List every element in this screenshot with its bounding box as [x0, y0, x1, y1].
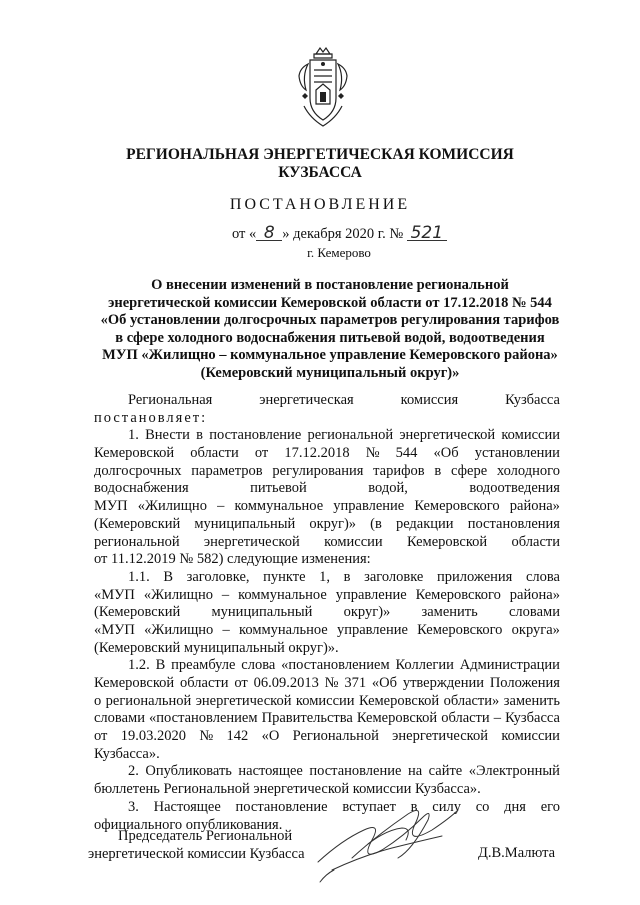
body-line — [94, 569, 560, 587]
body-word: регулирования — [272, 462, 364, 479]
body-word: тарифов — [373, 462, 425, 479]
body-word: муниципальный — [194, 515, 296, 532]
signatory-position-line-1: Председатель Региональной — [118, 828, 293, 844]
body-word: коммунальное — [238, 586, 327, 603]
body-word: энергетической — [195, 692, 292, 709]
body-word: региональной — [105, 692, 192, 709]
body-word: Кемеровской — [407, 533, 488, 550]
body-word: (Кемеровский — [94, 604, 181, 621]
body-word: В — [155, 657, 166, 674]
body-word: силу — [432, 798, 461, 815]
body-word: от — [234, 675, 248, 691]
body-word: комиссии — [501, 728, 560, 745]
body-word: Кемеровского — [417, 621, 503, 638]
body-word: настоящее — [238, 763, 303, 780]
title-line: МУП «Жилищно – коммунальное управление Кемеровского района» — [102, 347, 558, 363]
body-word: слова — [525, 568, 560, 585]
body-line — [94, 463, 560, 481]
body-line — [94, 498, 560, 516]
body-word: «постановлением — [281, 657, 390, 674]
body-word: региональной — [94, 533, 180, 550]
body-line — [94, 781, 560, 799]
body-word: параметров — [191, 462, 263, 479]
body-line — [94, 587, 560, 605]
body-word: преамбуле — [171, 657, 236, 674]
title-line: О внесении изменений в постановление региональной — [151, 277, 509, 293]
agency-name-line-2: КУЗБАССА — [278, 164, 362, 181]
body-word: питьевой — [250, 480, 307, 497]
body-word: в — [410, 798, 418, 815]
body-word: – — [217, 498, 225, 515]
body-word: установлении — [474, 445, 560, 462]
body-word: 1.2. — [128, 657, 150, 674]
body-word: В — [163, 568, 174, 585]
body-word: долгосрочных — [94, 462, 182, 479]
body-word: энергетической — [399, 427, 496, 444]
body-word: области — [180, 675, 229, 691]
body-line — [94, 675, 560, 693]
body-word: редакции — [395, 515, 454, 532]
body-word: (Кемеровский — [94, 515, 181, 532]
body-word: вступает — [342, 798, 396, 815]
body-word: заменить — [421, 604, 478, 621]
body-word: района» — [509, 586, 560, 603]
body-word: – — [222, 621, 230, 638]
body-word: района» — [509, 498, 560, 515]
body-word: словами — [509, 604, 560, 621]
body-word: «Жилищно — [143, 586, 213, 603]
body-word: «МУП — [94, 621, 135, 638]
body-word: 17.12.2018 — [284, 445, 350, 462]
body-word: на — [407, 763, 423, 780]
body-word: (Кемеровский муниципальный округ)». — [94, 639, 339, 656]
body-word: его — [540, 798, 560, 815]
body-word: комиссии — [501, 427, 560, 444]
body-word: в — [196, 427, 203, 444]
body-word: управление — [336, 621, 408, 638]
body-word: Кемеровского — [414, 498, 500, 515]
body-word: № — [324, 675, 339, 691]
body-word: «Об — [433, 445, 459, 462]
body-word: округа» — [511, 621, 560, 638]
handwritten-signature — [312, 800, 462, 885]
body-word: утверждении — [402, 675, 484, 691]
body-line — [94, 622, 560, 640]
body-line — [94, 480, 560, 498]
document-type: ПОСТАНОВЛЕНИЕ — [229, 196, 411, 213]
body-word: Кузбасса». — [94, 745, 160, 762]
body-line — [94, 604, 560, 622]
body-line — [94, 710, 560, 728]
body-word: приложения — [436, 568, 513, 585]
date-prefix: от « — [232, 226, 257, 242]
body-word: Региональной — [292, 728, 379, 745]
body-line — [94, 728, 560, 746]
body-word: управление — [335, 586, 407, 603]
body-line — [94, 534, 560, 552]
body-word: Кузбасса — [505, 710, 560, 727]
body-word: энергетической — [392, 728, 488, 745]
body-word: бюллетень Региональной энергетической комиссии Кузбасса». — [94, 781, 481, 798]
body-word: области — [441, 710, 490, 727]
body-word: «Об — [371, 675, 397, 691]
date-month-year: » декабря 2020 г. № — [282, 226, 404, 242]
body-word: 2. — [128, 763, 139, 780]
body-word: от — [94, 728, 108, 745]
body-word: сфере — [451, 462, 488, 479]
coat-of-arms-emblem — [296, 46, 350, 128]
document-city: г. Кемерово — [307, 245, 371, 260]
body-line — [94, 640, 560, 658]
body-word: муниципальный — [211, 604, 313, 621]
body-word: энергетической — [203, 533, 300, 550]
signatory-position — [88, 827, 305, 863]
body-word: коммунальное — [239, 621, 328, 638]
body-word: постановление — [309, 763, 402, 780]
body-word: № — [365, 445, 380, 462]
body-word: Региональная — [128, 392, 213, 408]
body-word: холодного — [496, 462, 560, 479]
body-word: 371 — [344, 675, 367, 691]
body-word: постановление — [209, 427, 302, 444]
body-word: словами — [94, 710, 145, 727]
date-day-handwritten: 8 — [256, 226, 282, 241]
body-word: Внести — [145, 427, 190, 444]
body-word: «Жилищно — [144, 621, 214, 638]
body-word: Правительства — [261, 710, 353, 727]
title-line: энергетической комиссии Кемеровской области от 17.12.2018 № 544 — [108, 294, 552, 311]
document-body — [94, 392, 560, 834]
title-line: (Кемеровский муниципальный округ)» — [200, 364, 460, 381]
document-title — [100, 277, 560, 382]
body-line — [94, 693, 560, 711]
body-word: «Жилищно — [137, 498, 207, 515]
body-word: Положения — [489, 675, 560, 691]
body-word: Администрации — [459, 657, 560, 674]
body-line — [94, 445, 560, 463]
body-word: комиссия — [400, 392, 459, 408]
body-word: от 11.12.2019 № 582) следующие изменения: — [94, 551, 371, 568]
body-word: «МУП — [94, 586, 135, 603]
body-word: от — [254, 445, 269, 462]
body-word: региональной — [307, 427, 394, 444]
body-word: 544 — [395, 445, 418, 462]
body-word: постановляет: — [94, 409, 208, 426]
body-word: в — [434, 462, 442, 479]
body-line — [94, 427, 560, 445]
signatory-position-line-2: энергетической комиссии Кузбасса — [88, 846, 305, 862]
body-word: комиссии — [324, 533, 383, 550]
body-word: постановления — [467, 515, 560, 532]
body-word: постановление — [235, 798, 328, 815]
title-line: «Об установлении долгосрочных параметров регулирования тарифов — [100, 312, 560, 328]
body-line — [94, 746, 560, 764]
body-line — [94, 392, 560, 410]
body-word: Кемеровской — [94, 675, 175, 691]
body-word: № — [199, 728, 214, 745]
body-word: 3. — [128, 798, 139, 815]
agency-name-line-1: РЕГИОНАЛЬНАЯ ЭНЕРГЕТИЧЕСКАЯ КОМИССИЯ — [126, 146, 514, 163]
signatory-name: Д.В.Малюта — [478, 845, 556, 861]
body-line — [94, 516, 560, 534]
body-word: – — [493, 710, 501, 727]
body-word: слова — [241, 657, 276, 674]
title-line: в сфере холодного водоснабжения питьевой водой, водоотведения — [115, 329, 545, 346]
body-word: 19.03.2020 — [120, 728, 186, 745]
body-word: управление — [333, 498, 405, 515]
body-word: МУП — [94, 498, 128, 515]
body-word: Кемеровской — [94, 445, 175, 462]
body-word: сайте — [428, 763, 463, 780]
body-word: в — [343, 568, 351, 585]
body-word: заменить — [503, 692, 560, 709]
body-word: пункте — [263, 568, 306, 585]
body-word: водоотведения — [469, 480, 560, 497]
body-word: 1.1. — [128, 568, 150, 585]
body-word: области — [511, 533, 560, 550]
body-word: Кемеровской — [358, 692, 440, 709]
body-word: округ)» — [343, 604, 391, 621]
document-number-handwritten: 521 — [407, 226, 447, 241]
body-word: со — [475, 798, 490, 815]
body-word: Настоящее — [153, 798, 221, 815]
body-word: 1, — [319, 568, 331, 585]
body-word: Кемеровского — [415, 586, 501, 603]
body-word: области — [190, 445, 239, 462]
body-word: заголовке — [364, 568, 424, 585]
body-word: 142 — [226, 728, 249, 745]
body-word: Опубликовать — [145, 763, 232, 780]
body-word: «постановлением — [149, 710, 258, 727]
document-dateline — [232, 225, 492, 243]
body-word: округ)» — [309, 515, 357, 532]
body-word: «Электронный — [468, 763, 560, 780]
body-word: Кузбасса — [505, 392, 560, 408]
body-word: официального опубликования. — [94, 816, 283, 833]
body-word: «О — [261, 728, 280, 745]
body-word: водой, — [368, 480, 408, 497]
body-line — [94, 551, 560, 569]
body-word: водоснабжения — [94, 480, 189, 497]
body-word: области» — [443, 692, 500, 709]
body-word: комиссии — [295, 692, 355, 709]
body-line — [94, 657, 560, 675]
body-word: коммунальное — [234, 498, 324, 515]
body-word: о — [94, 692, 102, 709]
body-word: энергетическая — [259, 392, 354, 408]
body-word: Коллегии — [395, 657, 454, 674]
body-word: (в — [370, 515, 382, 532]
body-line — [94, 410, 560, 428]
body-word: – — [221, 586, 230, 603]
body-line — [94, 763, 560, 781]
body-word: Кемеровской — [356, 710, 438, 727]
body-word: 06.09.2013 — [253, 675, 319, 691]
body-word: заголовке, — [186, 568, 250, 585]
body-word: 1. — [128, 427, 139, 444]
body-word: дня — [504, 798, 526, 815]
